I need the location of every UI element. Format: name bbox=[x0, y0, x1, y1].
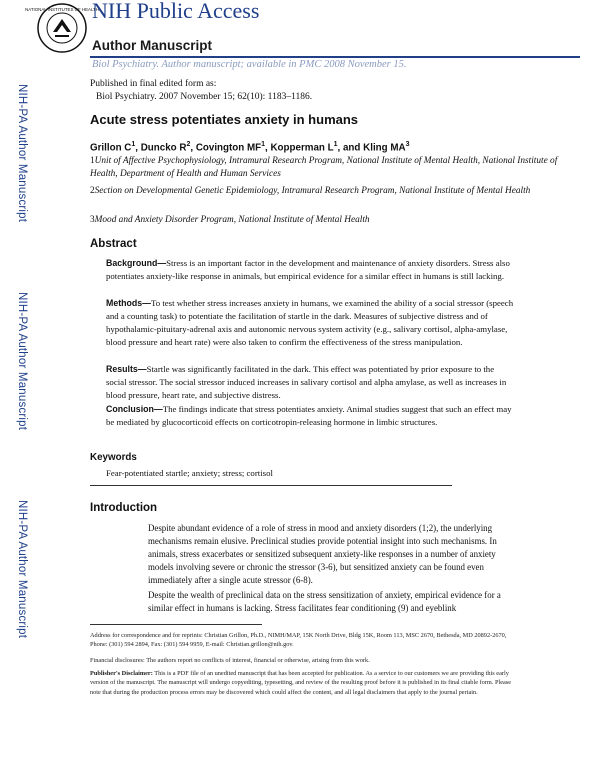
introduction-heading: Introduction bbox=[90, 502, 158, 514]
article-title: Acute stress potentiates anxiety in humans bbox=[90, 112, 359, 127]
results-text: Startle was significantly facilitated in the dark. This effect was potentiated by prior exposure to the social stressor. The social stressor induced increases in salivary cortisol and alpha amylase, as well as increases in blood pressure, heart rate, and subjective distress. bbox=[106, 364, 507, 400]
results-label: Results— bbox=[106, 364, 147, 374]
affiliation-text: Section on Developmental Genetic Epidemiology, Intramural Research Program, National Institute of Mental Health bbox=[94, 186, 531, 196]
abstract-background bbox=[106, 257, 516, 283]
keywords-rule bbox=[90, 485, 452, 486]
publisher-label: Publisher's Disclaimer: bbox=[90, 670, 153, 677]
author-manuscript-subtitle: Author Manuscript bbox=[92, 38, 212, 53]
affiliation-text: Unit of Affective Psychophysiology, Intramural Research Program, National Institute of Mental Health, National Institute of Health, Department of Health and Human Services bbox=[90, 156, 558, 179]
footnote-address: Address for correspondence and for reprints: Christian Grillon, Ph.D., NIMH/MAP, 15K North Drive, Bldg 15K, Room 113, MSC 2670, Bethesda, MD 20892-2670, Phone: (301) 594 2894, Fax: (301) 594 9959, E-mail: Christian.grillon@nih.gov. bbox=[90, 632, 507, 649]
methods-text: To test whether stress increases anxiety in humans, we examined the ability of a social stressor (speech and a counting task) to potentiate the facilitation of startle in the dark. Measures of subjective distress and of hypothalamic-pituitary-adrenal axis and autonomic nervous system activity (e.g., salivary cortisol, alpha-amylase, blood pressure and heart rate) were also taken to confirm the effectiveness of the stress manipulation. bbox=[106, 298, 514, 347]
publisher-text: This is a PDF file of an unedited manuscript that has been accepted for publication. As a service to our customers we are providing this early version of the manuscript. The manuscript will undergo copyediting, typesetting, and review of the resulting proof before it is published in its final citable form. Please note that during the production process errors may be discovered which could affect the content, and all legal disclaimers that apply to the journal pertain. bbox=[90, 670, 512, 696]
author-name: Duncko R bbox=[140, 142, 187, 154]
affiliation bbox=[90, 185, 580, 198]
author-sup: 2 bbox=[186, 141, 191, 148]
affiliation bbox=[90, 155, 580, 181]
author-name: Kling MA bbox=[363, 142, 406, 154]
background-label: Background— bbox=[106, 258, 167, 268]
side-label-bottom: NIH-PA Author Manuscript bbox=[16, 500, 28, 639]
source-line: Biol Psychiatry. Author manuscript; available in PMC 2008 November 15. bbox=[92, 59, 407, 70]
nih-public-access-title: NIH Public Access bbox=[92, 0, 260, 23]
background-text: Stress is an important factor in the development and maintenance of anxiety disorders. Stress also potentiates anxiety-like response in animals, but empirical evidence for a similar effect in humans is still lacking. bbox=[106, 258, 510, 281]
conclusion-label: Conclusion— bbox=[106, 404, 163, 414]
logo-text: NATIONAL INSTITUTES OF HEALTH bbox=[25, 7, 99, 12]
affiliation-number: 1 bbox=[90, 156, 95, 166]
author-sup: 1 bbox=[261, 141, 266, 148]
affiliation bbox=[90, 214, 580, 227]
side-label-middle: NIH-PA Author Manuscript bbox=[16, 292, 28, 431]
affiliation-number: 3 bbox=[90, 215, 95, 225]
affiliation-text: Mood and Anxiety Disorder Program, National Institute of Mental Health bbox=[94, 215, 370, 225]
methods-label: Methods— bbox=[106, 298, 151, 308]
intro-paragraph-2: Despite the wealth of preclinical data on the stress sensitization of anxiety, empirical evidence for a similar effect in humans is lacking. Stress facilitates fear conditioning (9) and eyeblink bbox=[148, 590, 501, 613]
keywords-heading: Keywords bbox=[90, 452, 137, 463]
header-rule bbox=[90, 56, 580, 58]
author-sup: 1 bbox=[333, 141, 338, 148]
intro-paragraph-1: Despite abundant evidence of a role of stress in mood and anxiety disorders (1;2), the underlying mechanisms remain elusive. Preclinical studies provide potential insight into such mechanisms. In animals, stress exacerbates or sensitized subsequent anxiety-like responses in a number of anxiety models involving severe or chronic the stressor (3-6), but sensitized anxiety can be found even immediately after a single acute stressor (6-8). bbox=[148, 523, 497, 585]
abstract-heading: Abstract bbox=[90, 238, 137, 250]
authors-and: and bbox=[342, 142, 361, 154]
affiliation-number: 2 bbox=[90, 186, 95, 196]
author-name: Covington MF bbox=[195, 142, 262, 154]
author-sup: 3 bbox=[405, 141, 410, 148]
footnote-rule bbox=[90, 624, 262, 625]
abstract-results bbox=[106, 363, 516, 402]
author-name: Grillon C bbox=[90, 142, 132, 154]
keywords-list: Fear-potentiated startle; anxiety; stress; cortisol bbox=[106, 468, 273, 478]
abstract-conclusion bbox=[106, 403, 516, 429]
footnote-disclosures: Financial disclosures: The authors report no conflicts of interest, financial or otherwise, arising from this work. bbox=[90, 657, 370, 664]
published-line: Published in final edited form as: bbox=[90, 79, 217, 89]
conclusion-text: The findings indicate that stress potentiates anxiety. Animal studies suggest that such an effect may be mediated by glucocorticoid effects on corticotropin-releasing hormone in limbic structures. bbox=[106, 404, 512, 427]
citation: Biol Psychiatry. 2007 November 15; 62(10): 1183–1186. bbox=[96, 92, 313, 102]
footnote-publisher-disclaimer bbox=[90, 669, 520, 697]
author-sup: 1 bbox=[131, 141, 136, 148]
author-name: Kopperman L bbox=[270, 142, 334, 154]
side-label-top: NIH-PA Author Manuscript bbox=[16, 84, 28, 223]
hhs-eagle-seal-icon bbox=[25, 2, 99, 54]
abstract-methods bbox=[106, 297, 516, 349]
author-list: Grillon $C^1$, Duncko $R^2$, Covington $MF^1$, Kopperman $L^1$, and Kling $MA^3$ bbox=[90, 141, 410, 154]
